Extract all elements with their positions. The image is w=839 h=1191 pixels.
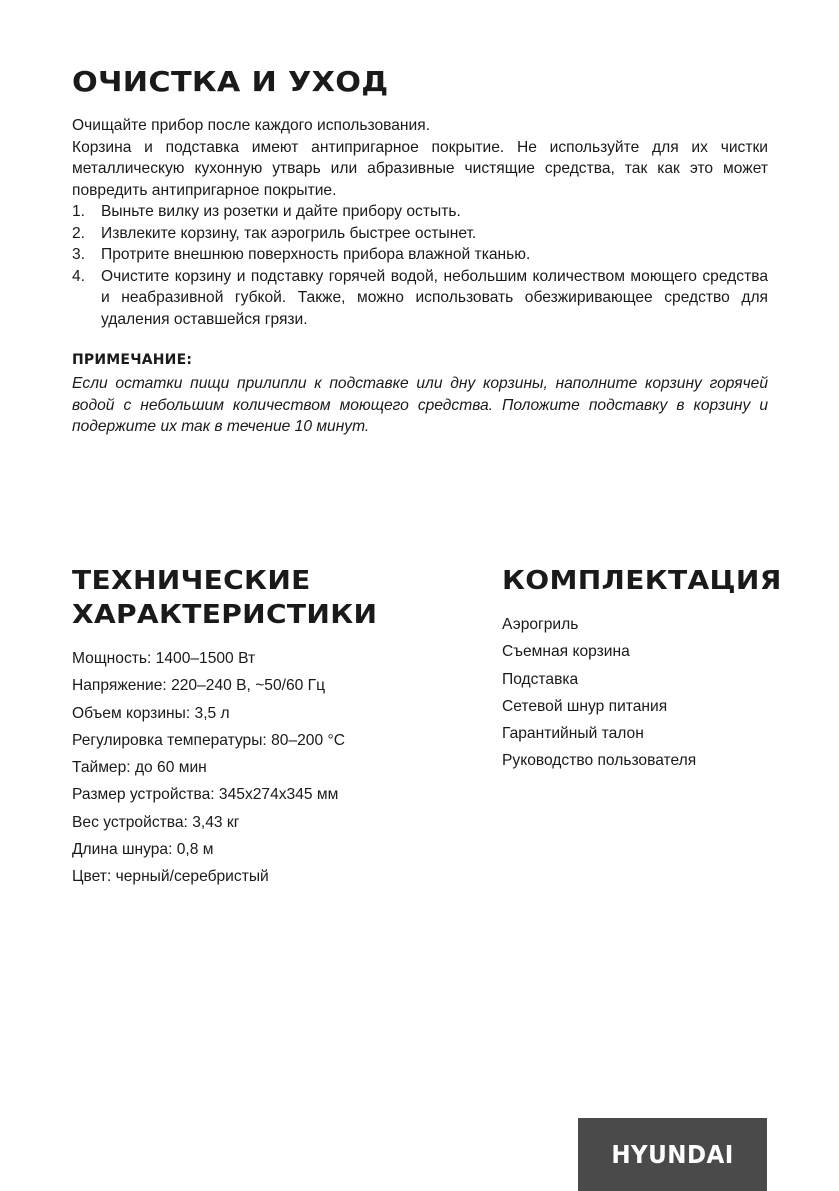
kit-item: Сетевой шнур питания xyxy=(502,697,668,715)
care-step-text: Выньте вилку из розетки и дайте прибору остыть. xyxy=(101,203,461,220)
care-step xyxy=(72,201,768,223)
care-step-number: 2. xyxy=(72,224,86,242)
spec-power: Мощность: 1400–1500 Вт xyxy=(72,650,256,667)
care-intro-line: Очищайте прибор после каждого использования. xyxy=(72,117,431,134)
care-step-text: Очистите корзину и подставку горячей водой, небольшим количеством моющего средства и неабразивной губкой. Также, можно использовать обезжиривающее средство для удаления оставшейся грязи. xyxy=(101,267,768,328)
spec-dimensions: Размер устройства: 345x274x345 мм xyxy=(72,786,339,804)
care-intro-paragraph: Корзина и подставка имеют антипригарное покрытие. Не используйте для их чистки металлическую кухонную утварь или абразивные чистящие средства, так как это может повредить антипригарное покрытие. xyxy=(72,138,768,199)
care-step-text: Протрите внешнюю поверхность прибора влажной тканью. xyxy=(101,246,531,263)
specs-list xyxy=(72,645,345,891)
spec-basket-volume: Объем корзины: 3,5 л xyxy=(72,704,230,722)
note-text: Если остатки пищи прилипли к подставке или дну корзины, наполните корзину горячей водой с небольшим количеством моющего средства. Положите подставку в корзину и подержите их так в течение 10 минут. xyxy=(72,375,768,435)
spec-timer: Таймер: до 60 мин xyxy=(72,759,207,777)
brand-logo-text: HYUNDAI xyxy=(611,1140,734,1169)
kit-item: Подставка xyxy=(502,670,579,688)
care-section-body xyxy=(72,115,768,330)
spec-cord-length: Длина шнура: 0,8 м xyxy=(72,841,214,859)
spec-weight: Вес устройства: 3,43 кг xyxy=(72,813,240,831)
specs-title-line-2: ХАРАКТЕРИСТИКИ xyxy=(72,600,378,630)
specs-section-title xyxy=(72,564,377,632)
note-title: ПРИМЕЧАНИЕ: xyxy=(72,352,193,368)
kit-item: Аэрогриль xyxy=(502,616,579,633)
care-step-number: 4. xyxy=(72,267,86,285)
kit-item: Съемная корзина xyxy=(502,643,630,661)
care-step-text: Извлеките корзину, так аэрогриль быстрее остынет. xyxy=(101,224,477,242)
spec-temperature-range: Регулировка температуры: 80–200 °С xyxy=(72,731,345,749)
care-steps-list xyxy=(72,201,768,330)
brand-logo-box xyxy=(578,1118,767,1191)
kit-section-title: КОМПЛЕКТАЦИЯ xyxy=(502,566,782,596)
spec-color: Цвет: черный/серебристый xyxy=(72,868,269,886)
care-step xyxy=(72,244,768,266)
spec-voltage: Напряжение: 220–240 В, ~50/60 Гц xyxy=(72,677,326,695)
care-step-number: 1. xyxy=(72,203,86,220)
care-step-number: 3. xyxy=(72,246,86,263)
kit-item: Гарантийный талон xyxy=(502,725,644,743)
specs-title-line-1: ТЕХНИЧЕСКИЕ xyxy=(72,566,311,596)
kit-item: Руководство пользователя xyxy=(502,752,697,770)
care-step xyxy=(72,266,768,331)
kit-list xyxy=(502,611,696,775)
care-section-title: ОЧИСТКА И УХОД xyxy=(72,65,389,98)
care-step xyxy=(72,223,768,245)
